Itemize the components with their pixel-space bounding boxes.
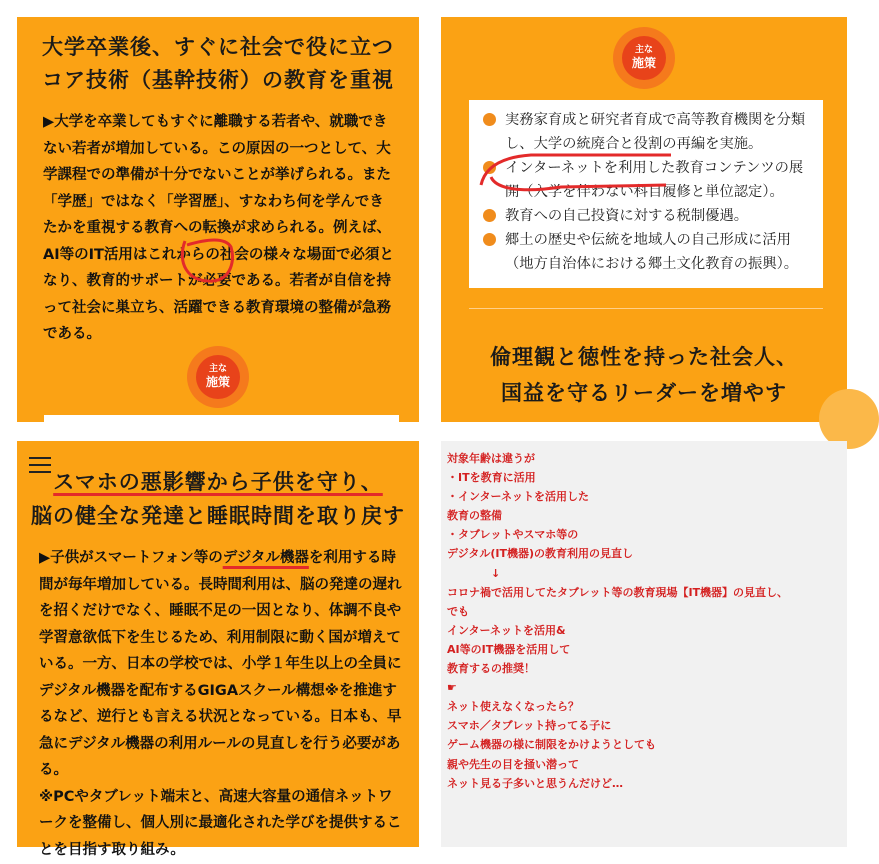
- panel3-title-line2: 脳の健全な発達と睡眠時間を取り戻す: [31, 504, 405, 528]
- badge-label-big: 施策: [631, 56, 656, 70]
- panel3-title: [17, 441, 419, 533]
- note-line: でも: [447, 604, 469, 618]
- hamburger-menu-icon[interactable]: [29, 457, 51, 478]
- note-line: コロナ禍で活用してたタブレット等の教育現場【IT機器】の見直し、: [447, 585, 789, 599]
- panel-policies: [441, 17, 847, 422]
- note-line: ・インターネットを活用した: [447, 490, 590, 504]
- badge-label-small: 主な: [634, 45, 653, 55]
- note-line: 対象年齢は違うが: [447, 452, 535, 465]
- pointing-hand-icon: ☛: [447, 681, 457, 695]
- panel3-title-line1: スマホの悪影響から子供を守り、: [53, 470, 383, 494]
- panel1-title-line1: 大学卒業後、すぐに社会で役に立つ: [42, 35, 394, 59]
- bullet-icon: [483, 113, 496, 126]
- policy-list-card: [469, 100, 823, 288]
- panel1-title: [17, 17, 419, 97]
- panel2-title: [441, 339, 847, 411]
- panel-smartphone-effects: [17, 441, 419, 858]
- list-item: 教育への自己投資に対する税制優遇。: [483, 204, 813, 228]
- divider: [469, 308, 823, 309]
- policy-list: [469, 100, 823, 276]
- decorative-circle: [819, 389, 879, 449]
- panel2-title-line1: 倫理観と徳性を持った社会人、: [490, 345, 798, 369]
- digital-devices-underlined: デジタル機器: [222, 550, 309, 566]
- bullet-icon: [483, 209, 496, 222]
- panel1-body: ▶大学を卒業してもすぐに離職する若者や、就職できない若者が増加している。この原因の一つとして、大学課程での準備が十分でないことが挙げられる。また「学歴」ではなく「学習歴」、すなわち何を学んできたかを重視する教育への転換が求められる。例えば、AI等のIT活用はこれからの社会の様々な場面で必須となり、教育的サポートが必要である。若者が自信を持って社会に巣立ち、活躍できる教育環境の整備が急務である。: [43, 114, 394, 342]
- policy-badge: [613, 27, 675, 89]
- panel-handwritten-notes: [441, 441, 847, 847]
- badge-label-small: 主な: [208, 364, 227, 374]
- panel3-footnote: ※PCやタブレット端末と、高速大容量の通信ネットワークを整備し、個人別に最適化された学びを提供することを目指す取り組み。: [39, 788, 402, 858]
- note-line: スマホ／タブレット持ってる子に: [447, 719, 612, 733]
- panel2-title-line2: 国益を守るリーダーを増やす: [501, 381, 787, 405]
- note-line: デジタル(IT機器)の教育利用の見直し: [447, 547, 633, 561]
- badge-label-big: 施策: [205, 375, 230, 389]
- note-arrow: ↓: [447, 566, 501, 580]
- note-line: 教育するの推奨！: [447, 662, 535, 676]
- panel1-title-line2: コア技術（基幹技術）の教育を重視: [42, 68, 394, 92]
- bullet-icon: [483, 161, 496, 174]
- note-line: AI等のIT機器を活用して: [447, 642, 571, 656]
- note-line: インターネットを活用&: [447, 623, 566, 637]
- note-line: ゲーム機器の様に制限をかけようとしても: [447, 738, 656, 752]
- list-item: 郷土の歴史や伝統を地域人の自己形成に活用（地方自治体における郷土文化教育の振興）。: [483, 228, 813, 276]
- note-line: 親や先生の目を掻い潜って: [447, 757, 579, 771]
- note-line: ・ITを教育に活用: [447, 471, 536, 485]
- list-item: インターネットを利用した教育コンテンツの展開（入学を伴わない科目履修と単位認定）。: [483, 156, 813, 204]
- note-line: ・タブレットやスマホ等の: [447, 528, 579, 542]
- panel3-body: ▶子供がスマートフォン等のデジタル機器を利用する時間が毎年増加している。長時間利用は、脳の発達の遅れを招くだけでなく、睡眠不足の一因となり、体調不良や学習意欲低下を生じるため、利用制限に動く国が増えている。一方、日本の学校では、小学１年生以上の全員にデジタル機器を配布するGIGAスクール構想※を推進するなど、逆行とも言える状況となっている。日本も、早急にデジタル機器の利用ルールの見直しを行う必要がある。 ※PCやタブレット端末と、高速大容量の通信ネットワークを整備し、個人別に最適化された学びを提供することを目指す取り組み。: [39, 550, 402, 858]
- content-card-top: [44, 415, 399, 425]
- notes-text: [441, 441, 847, 793]
- policy-badge: [187, 346, 249, 408]
- bullet-icon: [483, 233, 496, 246]
- list-item: 実務家育成と研究者育成で高等教育機関を分類し、大学の統廃合と役割の再編を実施。: [483, 108, 813, 156]
- note-line: ネット使えなくなったら？: [447, 700, 579, 714]
- panel-university-education: [17, 17, 419, 422]
- note-line: ネット見る子多いと思うんだけど…: [447, 776, 623, 790]
- note-line: 教育の整備: [447, 509, 502, 523]
